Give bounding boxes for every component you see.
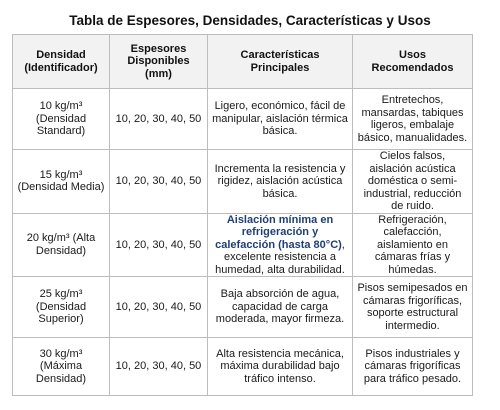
cell-density: 20 kg/m³ (Alta Densidad) [13, 213, 110, 277]
table-row [13, 213, 473, 277]
cell-characteristics: Ligero, económico, fácil de manipular, aislación térmica básica. [208, 89, 353, 150]
cell-uses: Pisos industriales y cámaras frigoríficas para tráfico pesado. [353, 338, 473, 396]
cell-thickness: 10, 20, 30, 40, 50 [110, 89, 208, 150]
cell-characteristics: Incrementa la resistencia y rigidez, aislación acústica básica. [208, 150, 353, 214]
header-density: Densidad (Identificador) [13, 35, 110, 89]
header-characteristics: Características Principales [208, 35, 353, 89]
cell-characteristics [208, 213, 353, 277]
table-row [13, 150, 473, 214]
cell-thickness: 10, 20, 30, 40, 50 [110, 277, 208, 338]
cell-characteristics: Alta resistencia mecánica, máxima durabilidad bajo tráfico intenso. [208, 338, 353, 396]
cell-thickness: 10, 20, 30, 40, 50 [110, 213, 208, 277]
characteristics-rest: , excelente resistencia a humedad, alta durabilidad. [215, 238, 345, 276]
table-row [13, 338, 473, 396]
header-thickness: Espesores Disponibles (mm) [110, 35, 208, 89]
cell-uses: Refrigeración, calefacción, aislamiento en cámaras frías y húmedas. [353, 213, 473, 277]
cell-characteristics: Baja absorción de agua, capacidad de carga moderada, mayor firmeza. [208, 277, 353, 338]
cell-density: 10 kg/m³ (Densidad Standard) [13, 89, 110, 150]
density-table [12, 34, 473, 396]
cell-thickness: 10, 20, 30, 40, 50 [110, 338, 208, 396]
cell-density: 30 kg/m³ (Máxima Densidad) [13, 338, 110, 396]
table-row [13, 277, 473, 338]
characteristics-highlight: Aislación mínima en refrigeración y calefacción (hasta 80°C) [215, 213, 342, 251]
cell-density: 25 kg/m³ (Densidad Superior) [13, 277, 110, 338]
cell-uses: Entretechos, mansardas, tabiques ligeros, embalaje básico, manualidades. [353, 89, 473, 150]
page-title: Tabla de Espesores, Densidades, Características y Usos [69, 13, 431, 28]
cell-uses: Cielos falsos, aislación acústica doméstica o semi-industrial, reducción de ruido. [353, 150, 473, 214]
header-uses: Usos Recomendados [353, 35, 473, 89]
cell-density: 15 kg/m³ (Densidad Media) [13, 150, 110, 214]
table-header-row [13, 35, 473, 89]
cell-thickness: 10, 20, 30, 40, 50 [110, 150, 208, 214]
table-row [13, 89, 473, 150]
cell-uses: Pisos semipesados en cámaras frigoríficas, soporte estructural intermedio. [353, 277, 473, 338]
